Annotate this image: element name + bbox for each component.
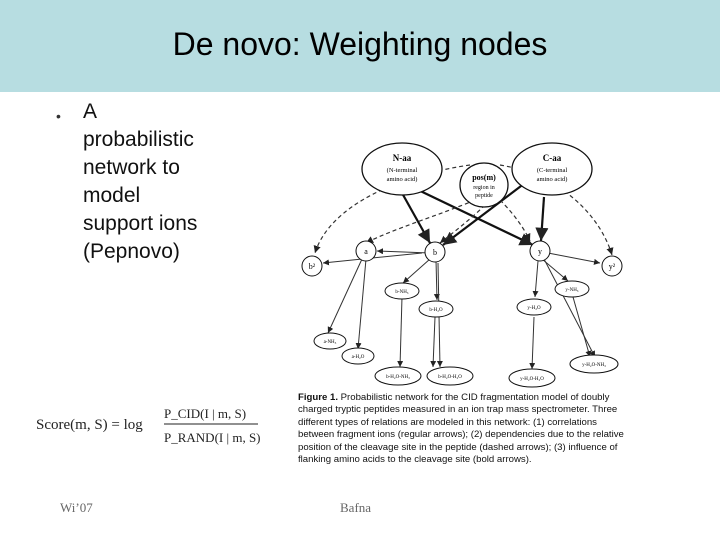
node-y-nh3: y-NH₃ (565, 288, 579, 293)
node-y-h2o-h2o: y-H₂O-H₂O (520, 377, 544, 382)
caption-label: Figure 1. (298, 392, 338, 403)
node-pos-sub2: peptide (475, 193, 493, 199)
node-n-aa: N-aa (392, 153, 412, 163)
node-c-aa: C-aa (542, 153, 562, 163)
node-y: y (538, 247, 542, 256)
formula-lhs: Score(m, S) = log (36, 417, 143, 433)
node-y-h2o-nh3: y-H₂O-NH₃ (582, 363, 606, 368)
bullet-text (83, 98, 233, 266)
node-y2: y² (608, 262, 616, 271)
figure-caption (298, 392, 628, 466)
node-b-h2o: b-H₂O (429, 308, 443, 313)
node-n-aa-sub2: amino acid) (386, 176, 418, 183)
node-a-nh3: a-NH₃ (323, 340, 337, 345)
node-b-h2o-nh3: b-H₂O-NH₃ (386, 375, 410, 380)
node-y-h2o: y-H₂O (527, 306, 541, 311)
node-b2: b² (308, 262, 316, 271)
bullet-line: probabilistic (83, 128, 194, 151)
formula-numerator: P_CID(I | m, S) (164, 406, 247, 421)
probabilistic-network-diagram (290, 135, 635, 390)
bullet-line: support ions (83, 212, 198, 235)
caption-text: Probabilistic network for the CID fragmentation model of doubly charged tryptic peptides measured in an ion trap mass spectrometer. Three different types of relations are modeled in this network: (1) correlations between fragment ions (regular arrows); (2) dependencies due to the relative position of the cleavage site in the peptide (dashed arrows); (3) influence of flanking amino acids to the cleavage site (bold arrows). (298, 392, 624, 466)
bullet-line: (Pepnovo) (83, 240, 180, 263)
bullet-marker: • (56, 108, 61, 124)
footer-left: Wi’07 (60, 500, 93, 515)
node-b-nh3: b-NH₃ (395, 290, 409, 295)
formula-denominator: P_RAND(I | m, S) (164, 430, 261, 445)
node-a-h2o: a-H₂O (351, 355, 365, 360)
node-c-aa-sub: (C-terminal (536, 167, 568, 174)
node-n-aa-sub: (N-terminal (386, 167, 418, 174)
node-b-h2o-h2o: b-H₂O-H₂O (438, 375, 462, 380)
node-pos-sub: region in (473, 185, 495, 191)
footer-center: Bafna (340, 500, 372, 515)
bullet-line: A (83, 100, 98, 123)
bullet-line: model (83, 184, 141, 207)
node-pos: pos(m) (472, 173, 496, 182)
bullet-line: network to (83, 156, 180, 179)
node-b: b (433, 248, 437, 257)
node-a: a (364, 247, 368, 256)
slide-title: De novo: Weighting nodes (172, 26, 548, 62)
score-formula (36, 396, 266, 456)
node-c-aa-sub2: amino acid) (536, 176, 568, 183)
